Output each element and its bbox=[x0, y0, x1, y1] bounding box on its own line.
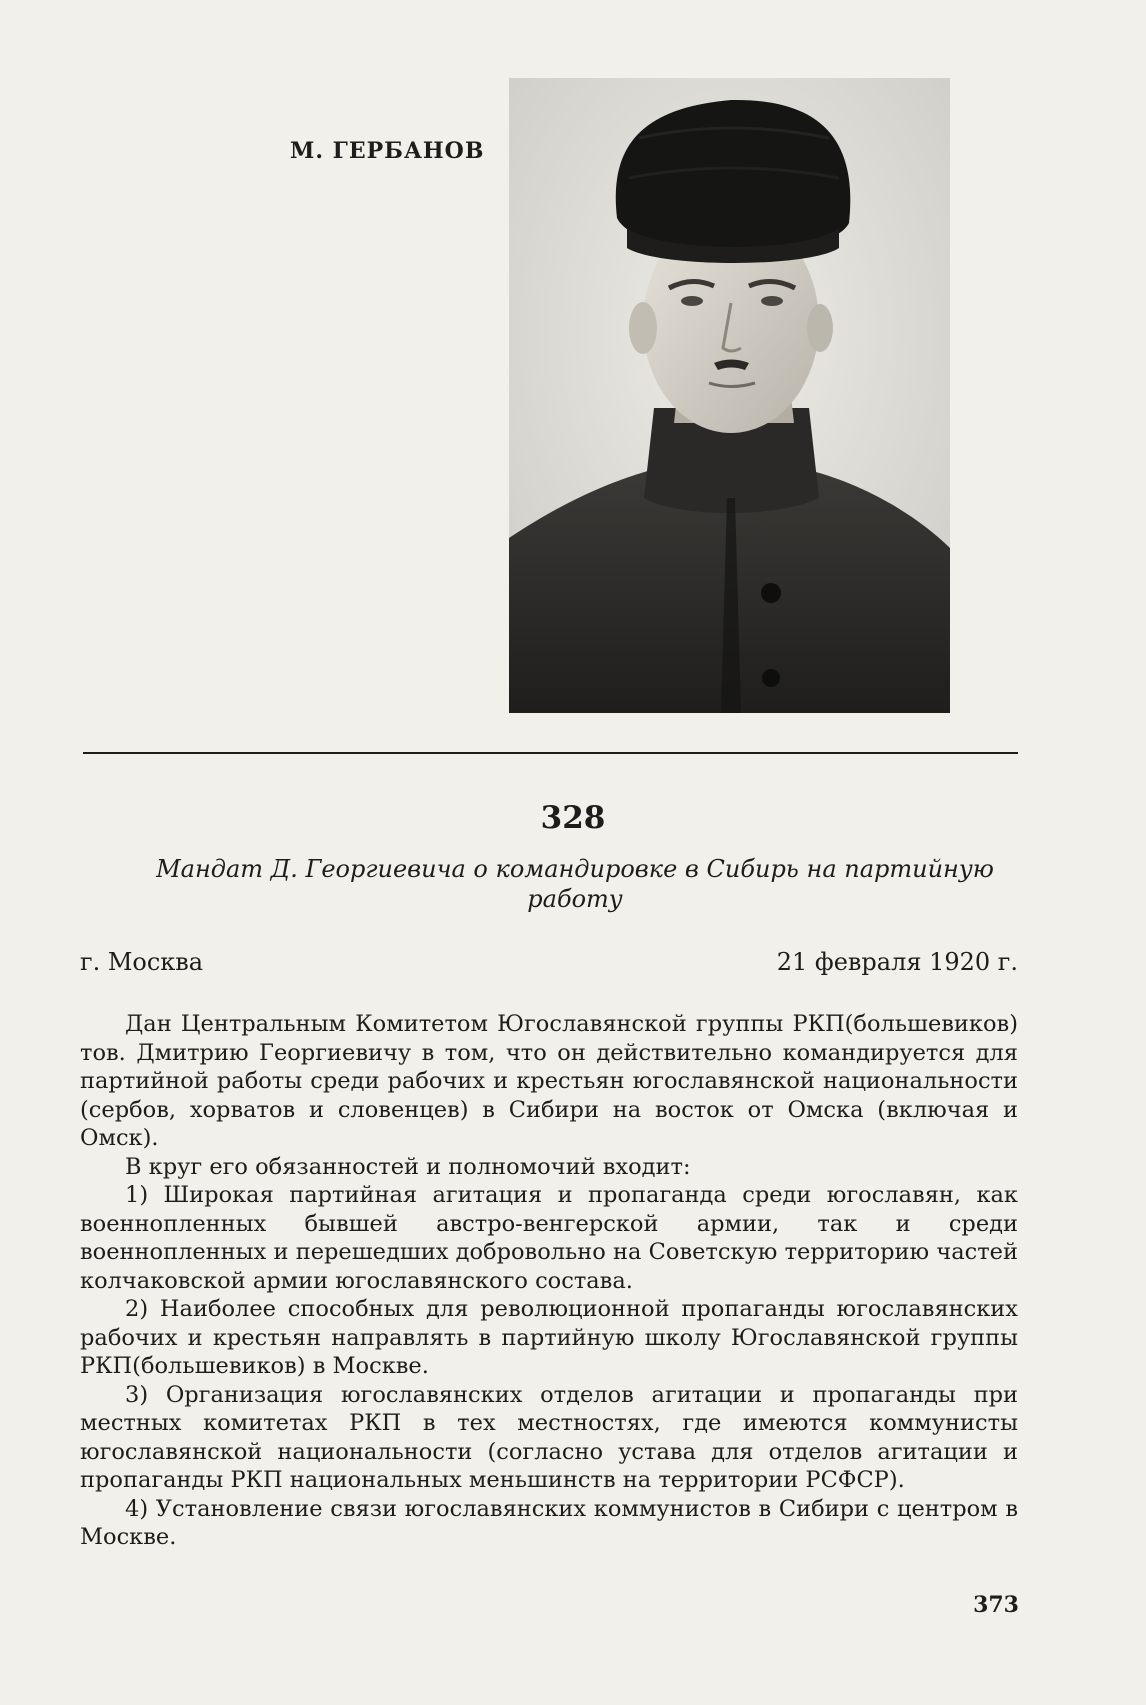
body-paragraph: 2) Наиболее способных для революционной пропаганды югославянских рабочих и крестьян направлять в партийную школу Югославянской группы РКП(большевиков) в Москве. bbox=[80, 1296, 1018, 1379]
body-paragraph: Дан Центральным Комитетом Югославянской группы РКП(большевиков) тов. Дмитрию Георгиевичу в том, что он действительно командируется для партийной работы среди рабочих и крестьян югославянской национальности (сербов, хорватов и словенцев) в Сибири на восток от Омска (включая и Омск). bbox=[80, 1011, 1018, 1151]
section-divider bbox=[83, 752, 1018, 754]
document-date: 21 февраля 1920 г. bbox=[776, 948, 1018, 976]
document-number: 328 bbox=[540, 800, 606, 836]
page-number: 373 bbox=[973, 1592, 1019, 1618]
body-paragraph: 3) Организация югославянских отделов агитации и пропаганды при местных комитетах РКП в тех местностях, где имеются коммунисты югославянской национальности (согласно устава для отделов агитации и пропаганды РКП национальных меньшинств на территории РСФСР). bbox=[80, 1381, 1018, 1493]
body-paragraph: В круг его обязанностей и полномочий входит: bbox=[125, 1153, 691, 1180]
document-body bbox=[80, 1010, 1018, 1552]
document-title: Мандат Д. Георгиевича о командировке в Сибирь на партийную работу bbox=[156, 855, 994, 913]
portrait-photo bbox=[509, 78, 950, 713]
photo-caption: М. ГЕРБАНОВ bbox=[290, 138, 485, 164]
body-paragraph: 4) Установление связи югославянских коммунистов в Сибири с центром в Москве. bbox=[80, 1495, 1018, 1550]
portrait-icon bbox=[509, 78, 950, 713]
body-paragraph: 1) Широкая партийная агитация и пропаганда среди югославян, как военнопленных бывшей австро-венгерской армии, так и среди военнопленных и перешедших добровольно на Советскую территорию частей колчаковской армии югославянского состава. bbox=[80, 1182, 1018, 1294]
document-place: г. Москва bbox=[80, 948, 204, 976]
